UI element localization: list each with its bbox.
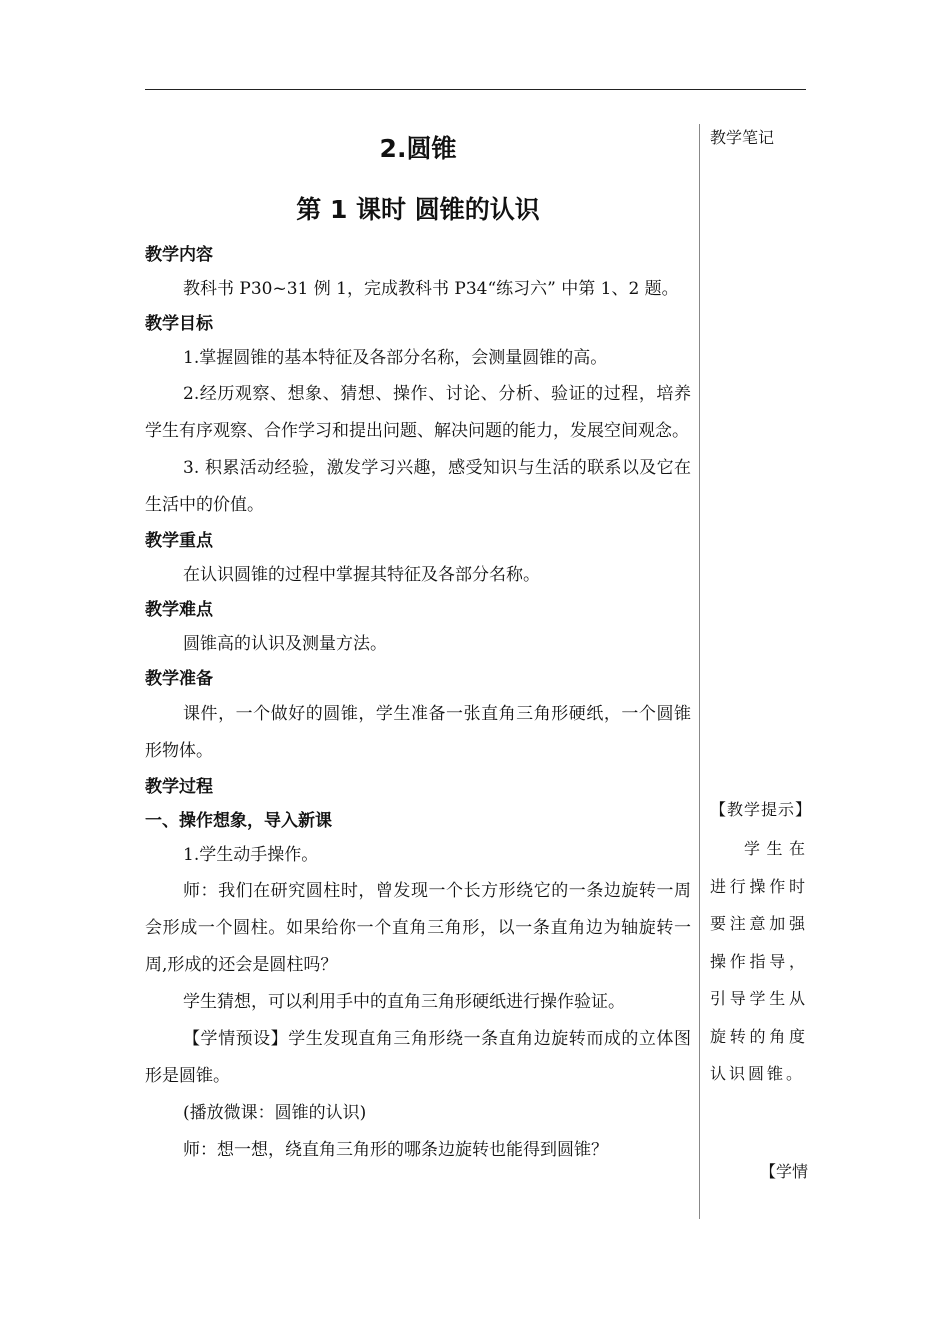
key-text: 在认识圆锥的过程中掌握其特征及各部分名称。 xyxy=(183,565,540,585)
goal-item-2: 2.经历观察、想象、猜想、操作、讨论、分析、验证的过程，培养学生有序观察、合作学习和提出问题、解决问题的能力，发展空间观念。 xyxy=(145,384,691,441)
notes-title: 教学笔记 xyxy=(710,128,775,147)
process-paragraph-2: 师：我们在研究圆柱时，曾发现一个长方形绕它的一条边旋转一周会形成一个圆柱。如果给你一个直角三角形，以一条直角边为轴旋转一周,形成的还会是圆柱吗？ xyxy=(145,881,691,975)
process-part1-heading: 一、操作想象，导入新课 xyxy=(145,811,332,831)
content-text: 教科书 P30~31 例 1，完成教科书 P34“练习六” 中第 1、2 题。 xyxy=(183,279,679,299)
process-paragraph-6: 师：想一想，绕直角三角形的哪条边旋转也能得到圆锥？ xyxy=(183,1140,608,1160)
prep-text: 课件，一个做好的圆锥，学生准备一张直角三角形硬纸，一个圆锥形物体。 xyxy=(145,704,691,761)
learning-note-heading: 【学情 xyxy=(759,1162,808,1181)
section-heading-content: 教学内容 xyxy=(145,245,213,265)
section-heading-prep: 教学准备 xyxy=(145,669,213,689)
process-paragraph-3: 学生猜想，可以利用手中的直角三角形硬纸进行操作验证。 xyxy=(183,992,625,1012)
difficulty-text: 圆锥高的认识及测量方法。 xyxy=(183,634,387,654)
lesson-main-column xyxy=(145,124,691,1169)
notes-column xyxy=(710,124,808,152)
teaching-tip-heading: 【教学提示】 xyxy=(710,800,813,819)
lesson-body xyxy=(145,238,691,1169)
process-paragraph-1: 1.学生动手操作。 xyxy=(183,845,319,865)
section-heading-goals: 教学目标 xyxy=(145,314,213,334)
notes-column-divider xyxy=(699,124,700,1219)
chapter-title: 2.圆锥 xyxy=(379,134,457,163)
process-paragraph-4: 【学情预设】学生发现直角三角形绕一条直角边旋转而成的立体图形是圆锥。 xyxy=(145,1029,691,1086)
teaching-tip-text: 学生在进行操作时要注意加强操作指导，引导学生从旋转的角度认识圆锥。 xyxy=(710,839,808,1083)
section-heading-difficulty: 教学难点 xyxy=(145,600,213,620)
goal-item-1: 1.掌握圆锥的基本特征及各部分名称，会测量圆锥的高。 xyxy=(183,348,608,368)
section-heading-process: 教学过程 xyxy=(145,777,213,797)
process-paragraph-5: (播放微课：圆锥的认识) xyxy=(183,1103,367,1123)
goal-item-3: 3. 积累活动经验，激发学习兴趣，感受知识与生活的联系以及它在生活中的价值。 xyxy=(145,458,691,515)
section-heading-key: 教学重点 xyxy=(145,531,213,551)
lesson-title: 第 1 课时 圆锥的认识 xyxy=(296,195,540,224)
header-rule xyxy=(145,89,806,90)
teaching-tip xyxy=(710,796,813,1093)
